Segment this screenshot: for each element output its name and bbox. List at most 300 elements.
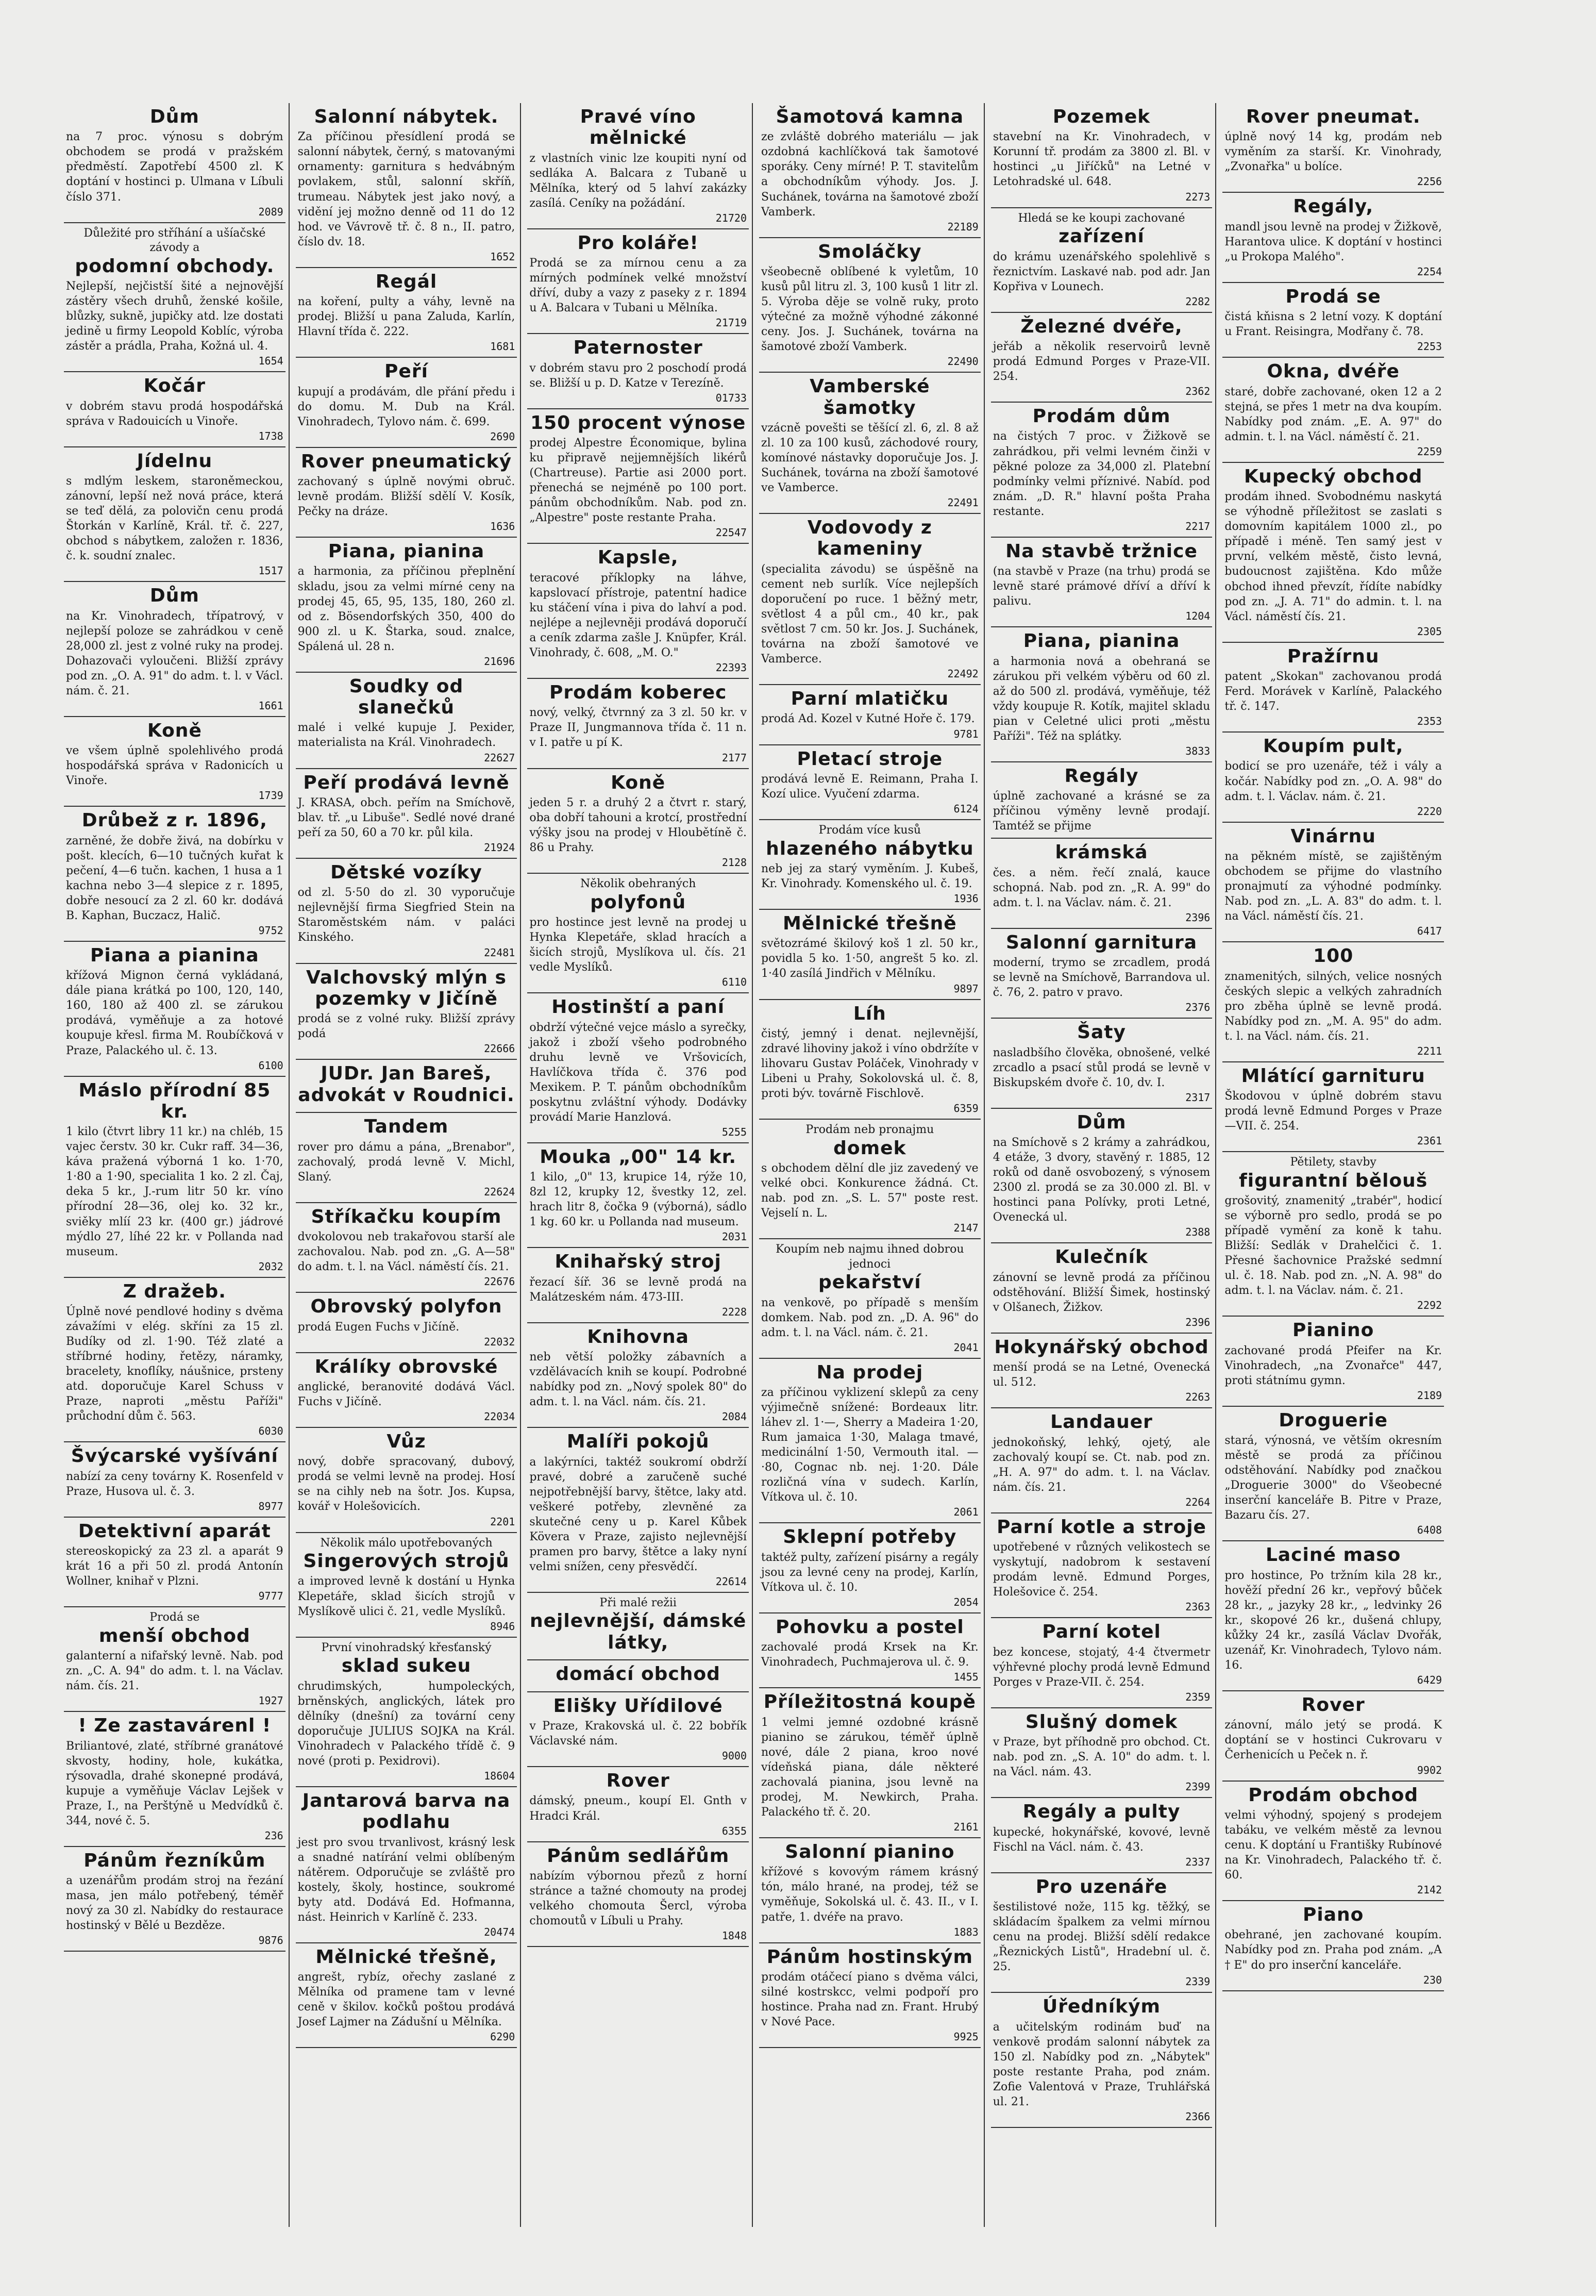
ad-body: v Praze, byt příhodně pro obchod. Ct. nab. pod zn. „S. A. 10" do adm. t. l. na Václ. nám. 43. — [993, 1736, 1211, 1779]
ad-body: dámský, pneum., koupí El. Gnth v Hradci Král. — [529, 1794, 747, 1823]
classified-ad — [759, 1359, 981, 1524]
ad-number: 22481 — [484, 946, 515, 959]
classified-ad — [991, 929, 1213, 1019]
ad-number: 2228 — [721, 1305, 747, 1318]
ad-number: 5255 — [721, 1125, 747, 1138]
classified-ad — [1222, 193, 1444, 282]
ad-number: 2054 — [953, 1595, 979, 1608]
ad-intro: Důležité pro stříhání a ušíačské závody a — [83, 226, 266, 255]
classified-ad — [527, 409, 749, 544]
ad-column — [61, 103, 290, 2227]
ad-number: 2189 — [1417, 1389, 1442, 1402]
ad-body: nový, dobře spracovaný, dubový, prodá se velmi levně na prodej. Hosí se na cihly neb na šotr. Jos. Kupsa, kovář v Holešovicích. — [297, 1455, 515, 1513]
ad-title: Jídelnu — [137, 450, 213, 472]
ad-number: 1936 — [953, 892, 979, 905]
ad-body: galanterní a nifařský levně. Nab. pod zn. „C. A. 94" do adm. t. l. na Václav. nám. čís. 21. — [66, 1650, 283, 1693]
ad-number: 8946 — [490, 1620, 515, 1633]
ad-number: 21924 — [484, 841, 515, 854]
ad-body: čistá kňisna s 2 letní vozy. K doptání u Frant. Reisingra, Modřany č. 78. — [1224, 310, 1442, 339]
ad-number: 2032 — [258, 1260, 283, 1273]
ad-title: podomní obchody. — [75, 255, 275, 277]
classified-ad — [1222, 283, 1444, 358]
ad-body: s mdlým leskem, staroněmeckou, zánovní, lepší než nová práce, která se teď dělá, za polovičn cenu prodá Štorkán v Karlíně, Král. tř. č. 227, obchod s nábytkem, založen r. 1836, č. k. soudní znalec. — [66, 475, 283, 563]
classified-ad — [991, 103, 1213, 208]
ad-body: na Kr. Vinohradech, třípatrový, v nejlepší poloze se zahrádkou v ceně 28,000 zl. jest z volné ruky na prodej. Dohazovači vyloučeni. Bližší zprávy pod zn. „O. A. 91" do adm. t. l. v Václ. nám. č. 21. — [66, 609, 283, 697]
classified-ad — [1222, 1901, 1444, 1991]
ad-body: nabízí za ceny továrny K. Rosenfeld v Praze, Husova ul. č. 3. — [66, 1470, 283, 1498]
ad-body: anglické, beranovité dodává Václ. Fuchs v Jičíně. — [297, 1380, 515, 1408]
ad-body: bez koncese, stojatý, 4·4 čtvermetr výhřevné plochy prodá levně Edmund Porges v Praze-VII. č. 254. — [993, 1645, 1211, 1689]
classified-ad — [759, 685, 981, 745]
ad-title: Rover pneumatický — [300, 451, 512, 472]
classified-ad — [296, 673, 517, 769]
ad-body: zachované prodá Pfeifer na Kr. Vinohradech, „na Zvonařce" 447, proti státnímu gymn. — [1224, 1344, 1442, 1387]
ad-body: jeden 5 r. a druhý 2 a čtvrt r. starý, oba dobří tahouni a krotcí, prostřední výšky jsou na prodej v Hloubětíně č. 86 u Prahy. — [529, 796, 747, 854]
ad-number: 2084 — [721, 1410, 747, 1423]
ad-title: menší obchod — [98, 1625, 250, 1646]
ad-number: 2399 — [1185, 1781, 1211, 1793]
ad-title: Regál — [375, 271, 438, 292]
classified-ad — [296, 1353, 517, 1428]
ad-number: 22393 — [715, 661, 747, 674]
ad-title: Šaty — [1077, 1022, 1126, 1043]
ad-body: jeřáb a několik reservoirů levně prodá Edmund Porges v Praze-VII. 254. — [993, 340, 1211, 384]
classified-ad — [527, 1248, 749, 1323]
ad-body: úplně nový 14 kg, prodám neb vyměním za starší. Kr. Vinohrady, „Zvonařka" u bolíce. — [1224, 130, 1442, 174]
ad-title: Vodovody z kameniny — [807, 517, 932, 560]
classified-ad — [527, 993, 749, 1143]
ad-title: 100 — [1313, 945, 1354, 967]
ad-number: 9781 — [953, 727, 979, 740]
ad-body: za příčinou vyklizení sklepů za ceny výjimečně snížené: Bordeaux litr. láhev zl. 1·—, Sherry a Madeira 1·20, Rum jamaica 1·30, Malaga tmavé, medicinální 1·50, Vermouth ital. —·80, Cognac nb. nej. 1·20. Dále rozličná vína v sudech. Karlín, Vítkova ul. č. 10. — [761, 1386, 979, 1504]
classified-ad — [759, 373, 981, 514]
ad-title: ! Ze zastavárenl ! — [78, 1715, 272, 1737]
ad-title: Pražírnu — [1287, 645, 1380, 667]
ad-number: 22490 — [947, 355, 979, 368]
ad-title: Salonní garnitura — [1005, 931, 1198, 953]
ad-number: 2353 — [1417, 715, 1442, 728]
ad-number: 6100 — [258, 1059, 283, 1072]
ad-intro: Koupím neb najmu ihned dobrou jednoci — [776, 1243, 964, 1271]
ad-body: v Praze, Krakovská ul. č. 22 bobřík Václavské nám. — [529, 1720, 747, 1748]
ad-number: 1927 — [258, 1694, 283, 1707]
classified-ad — [759, 1943, 981, 2049]
ad-title: Prodám koberec — [549, 682, 727, 704]
classified-ad — [991, 1513, 1213, 1619]
ad-body: zánovní se levně prodá za příčinou odstěhování. Bližší Šimek, hostinský v Olšanech, Žižkov. — [993, 1271, 1211, 1314]
classified-ad — [759, 910, 981, 1000]
ad-body: na venkově, po případě s menším domkem. Nab. pod zn. „D. A. 96" do adm. t. l. na Václ. nám. č. 21. — [761, 1296, 979, 1339]
ad-title: Regály a pulty — [1022, 1801, 1181, 1823]
ad-number: 22666 — [484, 1042, 515, 1055]
ad-title: Tandem — [364, 1116, 449, 1138]
ad-title: Knihovna — [587, 1326, 689, 1347]
classified-ad — [296, 538, 517, 673]
ad-title: krámská — [1055, 842, 1148, 863]
classified-ad — [759, 820, 981, 910]
ad-title: zařízení — [1059, 226, 1145, 247]
ad-body: do krámu uzenářského spolehlivě s řeznictvím. Laskavé nab. pod adr. Jan Kopřiva v Lounech. — [993, 250, 1211, 293]
ad-number: 22189 — [947, 220, 979, 233]
ad-number: 1739 — [258, 789, 283, 802]
ad-body: čes. a něm. řečí znalá, kauce schopná. Nab. pod zn. „R. A. 99" do adm. t. l. na Václav. nám. č. 21. — [993, 866, 1211, 909]
ad-title: Piana, pianina — [1023, 630, 1180, 652]
classified-ad — [1222, 1541, 1444, 1691]
ad-number: 21719 — [715, 317, 747, 329]
ad-body: a lakýrníci, taktéž soukromí obdrží pravé, dobré a zaručeně suché nejpotřebnější barvy, štětce, laky atd. veškeré potřeby, zlevněné za skutečné ceny u p. Karel Kůbek Kövera v Praze, zajisto nejlevnější pramen pro barvy, štětce a laky nyní velmi snížen, ceny přesvědčí. — [529, 1455, 747, 1573]
classified-ad — [527, 1660, 749, 1692]
ad-body: řezací šíř. 36 se levně prodá na Malátzeském nám. 473-III. — [529, 1275, 747, 1304]
ad-body: prodám ihned. Svobodnému naskytá se výhodně příležitost se zaslati s domovním kapitálem 1000 zl., po případě i méně. Ten samý jest v první, velkém městě, čisto levná, budoucnost zajištěna. Kdo může obchod ihned převzít, řídíte nabídky pod zn. „J. A. 71" do admin. t. l. na Václ. náměstí čís. 21. — [1224, 490, 1442, 623]
ad-body: kupují a prodávám, dle přání předu i do domu. M. Dub na Král. Vinohradech, Tylovo nám. č. 699. — [297, 385, 515, 428]
ad-title: Regály, — [1293, 196, 1374, 218]
ad-body: Prodá se za mírnou cenu a za mírných podmínek velké množství dříví, duby a vazy z paseky z r. 1894 u A. Balcara v Tubani u Mělníka. — [529, 257, 747, 315]
ad-number: 2061 — [953, 1506, 979, 1519]
classified-ad — [991, 1873, 1213, 1993]
ad-number: 21696 — [484, 655, 515, 668]
ad-column — [293, 103, 522, 2227]
ad-body: prodá Ad. Kozel v Kutné Hoře č. 179. — [761, 712, 975, 726]
ad-body: teracové příklopky na láhve, kapslovací přístroje, patentní hadice ku stáčení vína i piva do lahví a pod. nejlépe a nejlevněji prodává doporučí a ceník zdarma zašle J. Knüpfer, Král. Vinohrady, č. 608, „M. O." — [529, 571, 747, 659]
classified-ad — [296, 358, 517, 447]
ad-title: figurantní bělouš — [1239, 1170, 1428, 1191]
ad-number: 1654 — [258, 355, 283, 368]
ad-title: Salonní pianino — [785, 1841, 955, 1863]
classified-ad — [64, 942, 285, 1077]
classified-ad — [64, 1077, 285, 1278]
ad-title: Paternoster — [573, 337, 703, 359]
ad-number: 2031 — [721, 1230, 747, 1243]
classified-ad — [991, 1618, 1213, 1708]
ad-body: J. KRASA, obch. peřím na Smíchově, blav. tř. „u Libuše". Sedlé nové drané peří za 50, 60 a 70 kr. půl kila. — [297, 796, 515, 839]
ad-column — [524, 103, 753, 2227]
ad-title: 150 procent výnose — [530, 412, 746, 434]
ad-body: v dobrém stavu pro 2 poschodí prodá se. Bližší u p. D. Katze v Terezíně. — [529, 361, 747, 390]
ad-title: Vamberské šamotky — [810, 376, 930, 419]
ad-title: Hokynářský obchod — [994, 1336, 1209, 1358]
ad-body: menší prodá se na Letné, Ovenecká ul. 512. — [993, 1361, 1211, 1389]
ad-title: Pánům řezníkům — [83, 1850, 266, 1871]
ad-number: 9752 — [258, 924, 283, 937]
ad-number: 22547 — [715, 526, 747, 539]
ad-number: 2376 — [1185, 1001, 1211, 1014]
ad-title: Pianino — [1292, 1320, 1374, 1341]
ad-intro: Prodám více kusů — [818, 823, 921, 837]
classified-ad — [991, 1109, 1213, 1244]
ad-body: Briliantové, zlaté, stříbrné granátové skvosty, hodiny, hole, kukátka, rýsovadla, drahé skonepné prodává, kupuje a vyměňuje Václav Lejšek v Praze, I., na Perštýně u Medvídků č. 344, nové č. 5. — [66, 1739, 283, 1827]
ad-body: Za příčinou přesídlení prodá se salonní nábytek, černý, s matovanými ornamenty: garnitura s hedvábným povlakem, stůl, salonní skříň, trumeau. Nábytek jest jako nový, a vidění jej možno denně od 11 do 12 hod. ve Vávrově tř. č. 8 n., II. patro, číslo dv. 18. — [297, 130, 515, 248]
classified-ad — [991, 1993, 1213, 2128]
ad-title: Pohovku a postel — [775, 1616, 964, 1638]
ad-intro: Při malé režii — [599, 1596, 677, 1609]
ad-body: nasladbšího člověka, obnošené, velké zrcadlo a psací stůl prodá se levně v Biskupském dvoře č. 10, dv. I. — [993, 1046, 1211, 1089]
ad-number: 2217 — [1185, 520, 1211, 533]
ad-intro: První vinohradský křesťanský — [321, 1641, 492, 1654]
ad-number: 2128 — [721, 856, 747, 869]
classified-ad — [1222, 1152, 1444, 1317]
ad-title: Piana a pianina — [90, 944, 259, 966]
ad-body: neb větší položky zábavních a vzdělávacích knih se koupí. Podrobné nabídky pod zn. „Nový spolek 80" do adm. t. l. na Václ. nám. čís. 21. — [529, 1351, 747, 1409]
ad-number: 8977 — [258, 1500, 283, 1512]
ad-number: 2396 — [1185, 911, 1211, 924]
ad-body: chrudimských, humpoleckých, brněnských, anglických, látek pro dělníky (dnešní) za tovární ceny doporučuje JULIUS SOJKA na Král. Vinohradech v Palackého třídě č. 9 nové (proti p. Pexidrovi). — [297, 1679, 515, 1768]
ad-number: 6359 — [953, 1102, 979, 1115]
ad-number: 2220 — [1417, 805, 1442, 818]
ad-title: Pro koláře! — [577, 232, 699, 254]
classified-ad — [527, 544, 749, 679]
ad-title: Stříkačku koupím — [311, 1206, 502, 1227]
classified-ad — [64, 1712, 285, 1847]
classified-ad — [991, 313, 1213, 403]
ad-number: 2256 — [1417, 175, 1442, 188]
ad-body: prodám otáčecí piano s dvěma válci, silné kostrskcc, velmi podpoří pro hostince. Praha nad zn. Frant. Hrubý v Nové Pace. — [761, 1970, 979, 2029]
ad-title: Laciné maso — [1265, 1544, 1401, 1566]
ad-body: ze zvláště dobrého materiálu — jak ozdobná kachlíčková tak šamotové sporáky. Ceny mírné! P. T. stavitelům a obchodníkům výhody. Jos. J. Suchánek, továrna na šamotové zboží Vamberk. — [761, 130, 979, 219]
ad-title: Na prodej — [816, 1361, 923, 1383]
ad-number: 2317 — [1185, 1091, 1211, 1104]
ad-body: prodává levně E. Reimann, Praha I. Kozí ulice. Vyučení zdarma. — [761, 772, 979, 801]
ad-title: Rover — [606, 1770, 670, 1792]
classified-ad — [991, 208, 1213, 313]
ad-title: Kočár — [143, 375, 206, 397]
ad-title: nejlevnější, dámské látky, — [529, 1610, 747, 1653]
ad-title: Peří prodává levně — [303, 772, 510, 793]
classified-ad — [759, 238, 981, 373]
ad-title: domácí obchod — [556, 1663, 720, 1685]
classified-ad — [64, 372, 285, 447]
ad-title: Pletací stroje — [797, 748, 943, 770]
classified-ad — [1222, 1782, 1444, 1902]
ad-body: světozrámé škilový koš 1 zl. 50 kr., povidla 5 ko. 1·50, angrešt 5 ko. zl. 1·40 zasílá Jindřich v Mělníku. — [761, 937, 979, 980]
ad-title: Detektivní aparát — [78, 1520, 271, 1542]
classified-ad — [1222, 1407, 1444, 1542]
ad-body: šestilistové nože, 115 kg. těžký, se skládacím špalkem za velmi mírnou cenu na prodej. Bližší sdělí redakce „Řeznických Listů", Hradební ul. č. 25. — [993, 1901, 1211, 1974]
classified-ad — [1222, 103, 1444, 193]
ad-body: angrešt, rybíz, ořechy zaslané z Mělníka od pramene tam v levné ceně v škilov. kočků poštou prodává Josef Lajmer na Zádušní u Mělníka. — [297, 1971, 515, 2029]
ad-title: Pozemek — [1052, 106, 1151, 127]
ad-number: 2211 — [1417, 1044, 1442, 1057]
ad-body: a improved levně k dostání u Hynka Klepetáře, sklad šicích strojů v Myslíkově ulici č. 21, vedle Myslíků. — [297, 1575, 515, 1618]
classified-ad — [759, 103, 981, 238]
ad-title: Prodá se — [1285, 286, 1381, 307]
ad-title: Jantarová barva na podlahu — [302, 1790, 511, 1833]
classified-ad — [527, 334, 749, 409]
ad-number: 1661 — [258, 699, 283, 712]
classified-ad — [991, 1334, 1213, 1408]
classified-ad — [296, 448, 517, 538]
ad-body: a harmonia nová a obehraná se zárukou při velkém výběru od 60 zl. až do 500 zl. prodává, vyměňuje, též vždy koupuje R. Kotík, majitel skladu pian v Celetné ulici proti „městu Paříži". Též na splátky. — [993, 655, 1211, 743]
ad-number: 1636 — [490, 520, 515, 533]
ad-number: 2292 — [1417, 1299, 1442, 1312]
ad-title: domek — [833, 1137, 906, 1159]
ad-title: Parní kotel — [1042, 1621, 1161, 1643]
ad-title: Hostinští a paní — [551, 996, 725, 1018]
ad-body: a harmonia, za příčinou přeplnění skladu, jsou za velmi mírné ceny na prodej 45, 65, 95, 135, 180, 260 zl. od z. Bösendorfských 350, 400 do 900 zl. u K. Štarka, soud. znalce, Spálená ul. 28 n. — [297, 565, 515, 653]
ad-body: Škodovou v úplně dobrém stavu prodá levně Edmund Porges v Praze—VII. č. 254. — [1224, 1090, 1442, 1133]
ad-body: z vlastních vinic lze koupiti nyní od sedláka A. Balcara z Tubaně u Mělníka, který od 5 lahví zakázky zasílá. Ceníky na požádání. — [529, 152, 747, 210]
ad-title: Z dražeb. — [123, 1280, 226, 1302]
ad-number: 18604 — [484, 1769, 515, 1782]
ad-title: Králíky obrovské — [314, 1356, 498, 1377]
ad-body: patent „Skokan" zachovanou prodá Ferd. Morávek v Karlíně, Palackého tř. č. 147. — [1224, 670, 1442, 713]
ad-body: (na stavbě v Praze (na trhu) prodá se levně staré prámové dříví a dříví k palivu. — [993, 565, 1211, 608]
ad-column — [756, 103, 985, 2227]
ad-title: Sklepní potřeby — [783, 1526, 957, 1548]
classified-ad — [1222, 358, 1444, 463]
ad-number: 230 — [1423, 1973, 1442, 1986]
classified-ad — [64, 223, 285, 373]
classified-ad — [296, 1293, 517, 1353]
ad-title: Koupím pult, — [1263, 736, 1404, 757]
ad-number: 2337 — [1185, 1855, 1211, 1868]
ad-number: 2161 — [953, 1821, 979, 1834]
ad-title: Rover — [1301, 1694, 1365, 1716]
ad-number: 9876 — [258, 1934, 283, 1947]
ad-title: Salonní nábytek. — [314, 106, 499, 127]
ad-title: sklad sukeu — [341, 1655, 472, 1677]
ad-body: zachovaný s úplně novými obruč. levně prodám. Bližší sdělí V. Kosík, Pečky na dráze. — [297, 475, 515, 519]
ad-body: od zl. 5·50 do zl. 30 vyporučuje nejlevnější firma Siegfried Stein na Staroměstském nám. v paláci Kinského. — [297, 886, 515, 944]
classified-ad — [527, 1767, 749, 1842]
ad-body: prodá Eugen Fuchs v Jičíně. — [297, 1320, 460, 1334]
classified-ad — [64, 1518, 285, 1607]
classified-ad — [527, 1323, 749, 1428]
ad-title: Mlátící garnituru — [1241, 1065, 1425, 1087]
ad-body: neb jej za starý vyměním. J. Kubeš, Kr. Vinohrady. Komenského ul. č. 19. — [761, 862, 979, 890]
classified-ad — [296, 859, 517, 964]
ad-body: staré, dobře zachované, oken 12 a 2 stejná, se přes 1 metr na dva koupím. Nabídky pod znám. „E. A. 97" do admin. t. l. na Václ. náměstí č. 21. — [1224, 385, 1442, 443]
classified-ad — [64, 1442, 285, 1517]
ad-body: křížová Mignon černá vykládaná, dále piana krátká po 100, 120, 140, 160, 180 až 400 zl. se zárukou prodává, vyměňuje a za hotové koupuje křesl. firma M. Roubíčková v Praze, Palackého ul. č. 13. — [66, 969, 283, 1057]
ad-number: 6124 — [953, 802, 979, 815]
classified-ad — [296, 103, 517, 268]
ad-body: dvokolovou neb trakařovou starší ale zachovalou. Nab. pod zn. „G. A—58" do adm. t. l. na Václ. náměstí čís. 21. — [297, 1230, 515, 1274]
classified-ad — [296, 964, 517, 1060]
ad-body: bodicí se pro uzenáře, též i vály a kočár. Nabídky pod zn. „O. A. 98" do adm. t. l. Václav. nám. č. 21. — [1224, 760, 1442, 803]
ad-number: 9897 — [953, 982, 979, 995]
ad-title: Malíři pokojů — [566, 1431, 710, 1453]
ad-number: 22627 — [484, 751, 515, 764]
classified-ad — [1222, 942, 1444, 1062]
classified-ad — [991, 403, 1213, 538]
classified-ad — [527, 1143, 749, 1249]
classified-ad — [296, 1203, 517, 1293]
classified-ad — [64, 1847, 285, 1952]
ad-title: Švýcarské vyšívání — [71, 1445, 278, 1467]
ad-number: 2177 — [721, 751, 747, 764]
classified-ad — [759, 1239, 981, 1359]
ad-body: Úplně nové pendlové hodiny s dvěma závažími v elég. skříni za 15 zl. Budíky od zl. 1·90. Též zlaté a stříbrné hodiny, řetězy, náramky, bracelety, knoflíky, náušnice, prsteny atd. doporučuje Karel Schuss v Praze, naproti „městu Paříži" průchodní dům č. 563. — [66, 1305, 283, 1423]
classified-ad — [296, 1533, 517, 1638]
classified-ad — [759, 514, 981, 685]
classified-ad — [759, 1120, 981, 1239]
classified-ad — [527, 874, 749, 993]
classified-ad — [296, 1113, 517, 1203]
ad-number: 6110 — [721, 976, 747, 989]
ad-title: Landauer — [1050, 1411, 1153, 1433]
ad-number: 9777 — [258, 1590, 283, 1603]
ad-title: Vinárnu — [1290, 825, 1376, 847]
ad-number: 2366 — [1185, 2110, 1211, 2123]
ad-number: 2273 — [1185, 190, 1211, 203]
classified-ad — [64, 447, 285, 583]
ad-body: upotřebené v různých velikostech se vyskytují, nadobrom k sestavení prodám levně. Edmund Porges, Holešovice č. 254. — [993, 1541, 1211, 1599]
ad-title: Obrovský polyfon — [310, 1296, 502, 1318]
ad-body: obdrží výtečné vejce máslo a syrečky, jakož i zboží všeho podrobného druhu levně ve Vršovicích, Havlíčkova třída č. 376 pod Mexikem. P. T. pánům obchodníkům poskytnu zvláštní výhody. Dodávky provádí Marie Hanzlová. — [529, 1021, 747, 1124]
ad-number: 2264 — [1185, 1495, 1211, 1508]
ad-number: 1652 — [490, 250, 515, 263]
classified-ad — [296, 268, 517, 358]
ad-title: Slušný domek — [1025, 1711, 1178, 1733]
classified-ad — [991, 762, 1213, 839]
ad-number: 6030 — [258, 1425, 283, 1438]
ad-number: 6417 — [1417, 925, 1442, 938]
ad-title: Koně — [611, 772, 666, 793]
ad-number: 2359 — [1185, 1690, 1211, 1703]
ad-body: stereoskopický za 23 zl. a aparát 9 krát 16 a při 50 zl. prodá Antonín Wollner, knihař v Plzni. — [66, 1545, 283, 1588]
ad-title: pekařství — [818, 1272, 921, 1293]
ad-body: malé i velké kupuje J. Pexider, materialista na Král. Vinohradech. — [297, 721, 515, 750]
ad-body: stavební na Kr. Vinohradech, v Korunní tř. prodám za 3800 zl. Bl. v hostinci „u Jiříčků" na Letné v Letohradské ul. 648. — [993, 130, 1211, 189]
ad-body: nabízím výbornou přezů z horní stránce a tažné chomouty na prodej velkého chomouta Šercl, výroba chomoutů v Líbuli u Prahy. — [529, 1869, 747, 1928]
ad-body: stará, výnosná, ve větším okresním městě se prodá za příčinou odstěhování. Nabídky pod značkou „Droguerie 3000" do Všeobecné inserční kanceláře B. Pitre v Praze, Bazaru čís. 27. — [1224, 1434, 1442, 1522]
ad-title: Peří — [384, 361, 428, 382]
ad-number: 22492 — [947, 668, 979, 680]
ad-body: 1 kilo (čtvrt libry 11 kr.) na chléb, 15 vajec čerstv. 30 kr. Cukr raff. 34—36, káva pražená výborná 1 ko. 1·70, 1·80 a 1·90, specialita 1 ko. 2 zl. Čaj, deka 5 kr., J.-rum litr 50 kr. víno přírodní 28—36, olej ko. 32 kr., sviěky mlíí 23 kr. (400 gr.) jádrové mýdlo 27, líhé 22 kr. v Pollanda nad museum. — [66, 1125, 283, 1258]
ad-number: 1883 — [953, 1925, 979, 1938]
classified-ad — [527, 1842, 749, 1948]
ad-number: 1204 — [1185, 610, 1211, 623]
ad-title: Okna, dvéře — [1267, 361, 1400, 382]
classified-ad — [991, 839, 1213, 928]
ad-title: Prodám dům — [1032, 406, 1171, 427]
ad-body: taktéž pulty, zařízení pisárny a regály jsou za levné ceny na prodej, Karlín, Vítkova ul. č. 10. — [761, 1551, 979, 1594]
ad-number: 2263 — [1185, 1391, 1211, 1404]
classified-ad — [527, 679, 749, 769]
ad-number: 1848 — [721, 1929, 747, 1942]
ad-number: 22491 — [947, 496, 979, 509]
ad-title: Vůz — [387, 1430, 426, 1452]
classified-ad — [64, 1278, 285, 1443]
ad-body: pro hostince jest levně na prodej u Hynka Klepetáře, sklad hracích a šicích strojů, Myslíkova ul. čís. 21 vedle Myslíků. — [529, 916, 747, 974]
classified-ad — [527, 229, 749, 335]
classified-ad — [64, 717, 285, 807]
ad-number: 3833 — [1185, 744, 1211, 757]
ad-number: 2361 — [1417, 1135, 1442, 1147]
ad-body: velmi výhodný, spojený s prodejem tabáku, ve velkém městě za levnou cenu. K doptání u Františky Rubínové na Kr. Vinohradech, Palackého tř. č. 60. — [1224, 1808, 1442, 1882]
ad-body: jest pro svou trvanlivost, krásný lesk a snadné natírání velmi oblíbeným nátěrem. Odporučuje se zvláště pro kostely, školy, hostince, soukromé byty atd. Dodává Ed. Hofmanna, nást. Heinrich v Karlíně č. 233. — [297, 1836, 515, 1924]
ad-title: Pánům hostinským — [766, 1946, 973, 1968]
classified-ad — [64, 1607, 285, 1712]
ad-number: 22624 — [484, 1185, 515, 1198]
ad-body: obehrané, jen zachované koupím. Nabídky pod zn. Praha pod znám. „A † E" do pro inserční kanceláře. — [1224, 1928, 1442, 1972]
ad-title: Dům — [149, 106, 199, 127]
ad-body: prodej Alpestre Économique, bylina ku připravě nejjemnějších likérů (Chartreuse). Partie asi 2000 port. přenechá se nejméně po 100 port. pánům obchodníkům. Nab. pod zn. „Alpestre" poste restante Praha. — [529, 437, 747, 525]
ad-number: 1455 — [953, 1671, 979, 1684]
ad-body: vzácně povešti se těšící zl. 6, zl. 8 až zl. 10 za 100 kusů, záchodové roury, komínové nástavky doporučuje Jos. J. Suchánek, továrna na zboží šamotové ve Vamberce. — [761, 421, 979, 495]
ad-title: Pánům sedlářům — [547, 1845, 730, 1867]
classified-ad — [991, 627, 1213, 762]
classified-ad — [1222, 463, 1444, 643]
ad-column — [988, 103, 1217, 2227]
classified-ad — [759, 1000, 981, 1120]
ad-title: Kapsle, — [597, 547, 679, 569]
ad-body: rover pro dámu a pána, „Brenabor", zachovalý, prodá levně V. Michl, Slaný. — [297, 1140, 515, 1184]
classified-ad — [296, 1943, 517, 2049]
ad-number: 2690 — [490, 430, 515, 443]
ad-number: 2142 — [1417, 1884, 1442, 1896]
ad-title: Koně — [147, 720, 202, 741]
